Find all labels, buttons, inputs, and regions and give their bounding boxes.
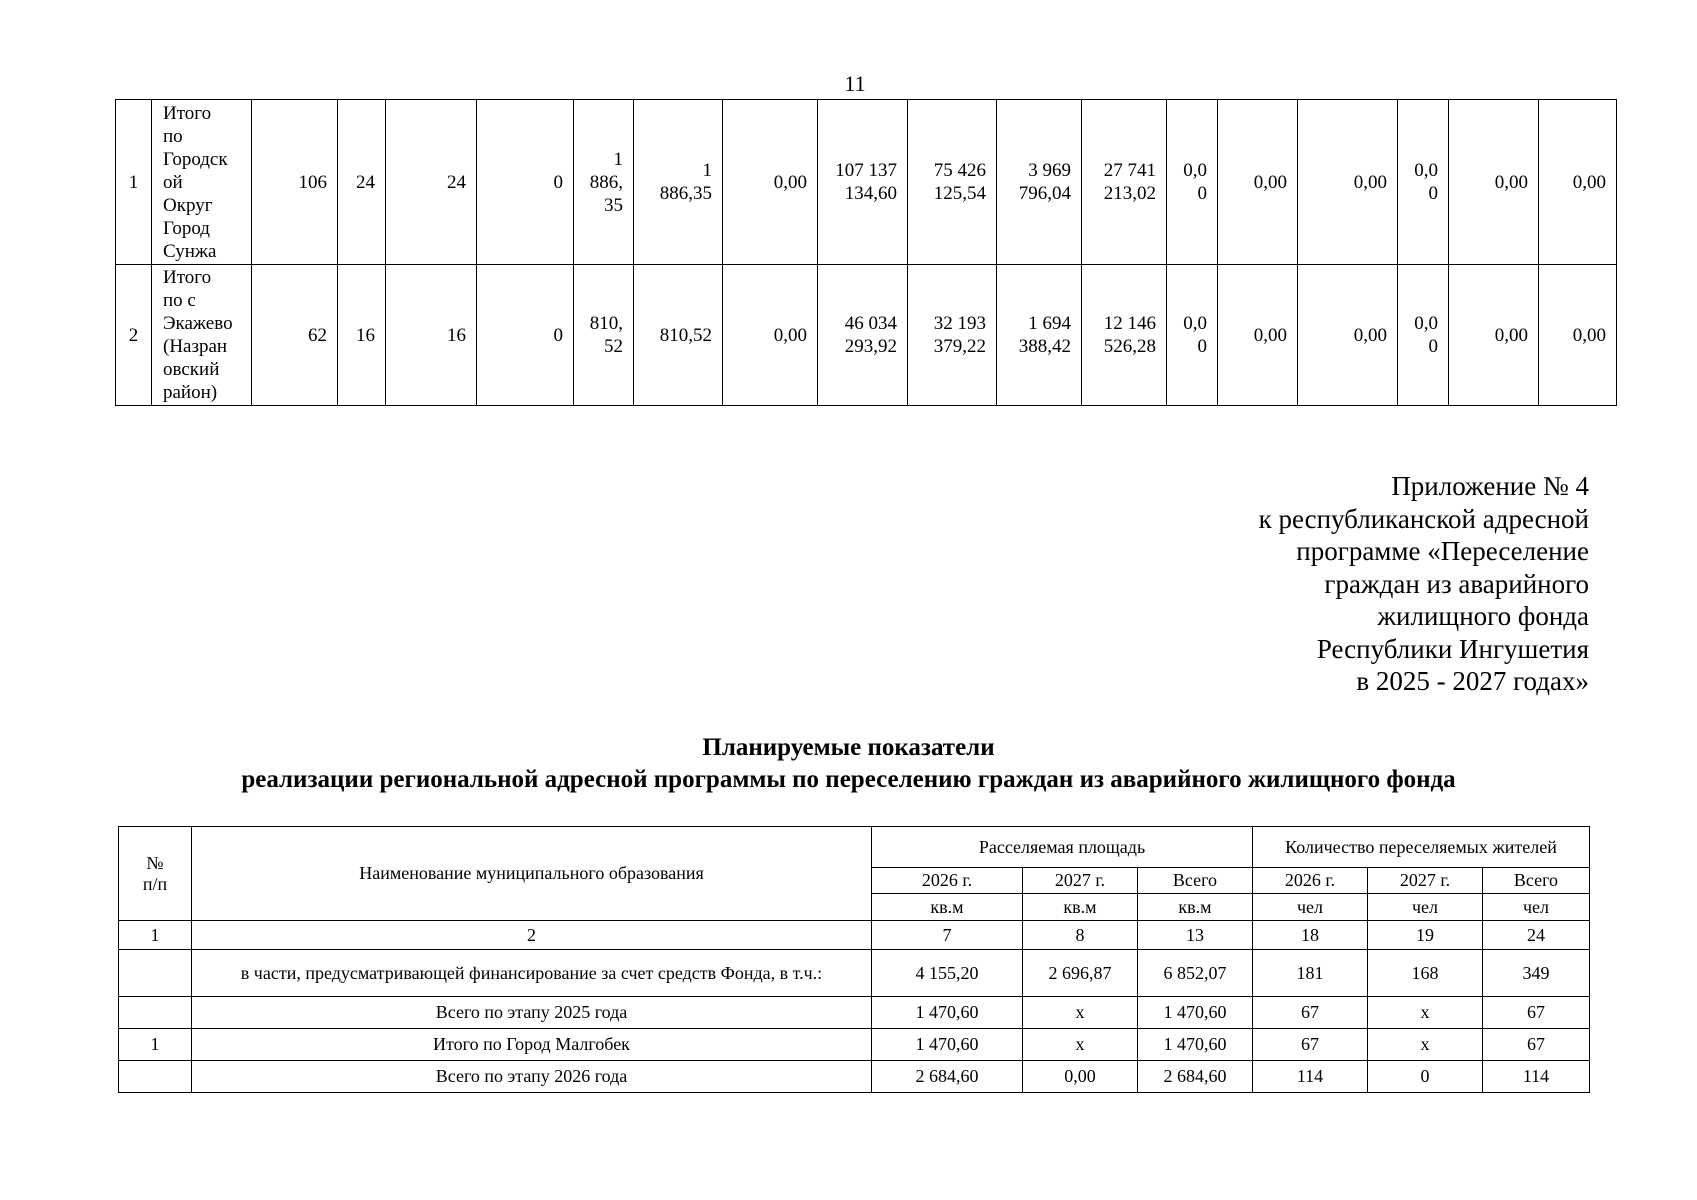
- table-row: [116, 265, 1617, 406]
- row-num: 1: [119, 1029, 192, 1061]
- cell-c6: [634, 100, 723, 265]
- col-number: 1: [119, 921, 192, 950]
- cell-line: 293,92: [844, 336, 897, 357]
- cell-c11: [1082, 265, 1167, 406]
- appendix-line: жилищного фонда: [1377, 601, 1589, 631]
- cell-area-2027: х: [1023, 997, 1138, 1029]
- header-area-group: Расселяемая площадь: [872, 827, 1253, 868]
- cell-c4: 0: [477, 265, 574, 406]
- cell-area-2026: 2 684,60: [872, 1061, 1023, 1093]
- cell-c9: [908, 100, 997, 265]
- row-name-line: (Назран: [163, 336, 228, 357]
- cell-c13: 0,00: [1218, 100, 1298, 265]
- cell-line: 1 694: [1028, 313, 1071, 334]
- header-area-total: Всего: [1138, 868, 1253, 894]
- header-num-symbol: №: [146, 852, 164, 873]
- cell-c12: [1167, 100, 1218, 265]
- cell-line: 1: [613, 148, 623, 170]
- cell-line: 388,42: [1018, 336, 1071, 357]
- cell-c8: [818, 100, 908, 265]
- header-res-2027: 2027 г.: [1368, 868, 1483, 894]
- table-row: [119, 1061, 1590, 1093]
- cell-line: 0: [1197, 336, 1207, 357]
- cell-c11: [1082, 100, 1167, 265]
- cell-c4: 0: [477, 100, 574, 265]
- unit-area: кв.м: [1023, 894, 1138, 921]
- unit-area: кв.м: [872, 894, 1023, 921]
- row-name: Всего по этапу 2025 года: [192, 997, 872, 1029]
- unit-residents: чел: [1253, 894, 1368, 921]
- row-name: Итого по Город Малгобек: [192, 1029, 872, 1061]
- cell-line: 796,04: [1018, 183, 1071, 204]
- cell-area-2026: 4 155,20: [872, 950, 1023, 997]
- heading-line-2: реализации региональной адресной программы по переселению граждан из аварийного жилищного фонда: [241, 766, 1456, 793]
- col-number: 19: [1368, 921, 1483, 950]
- row-name-line: ой: [163, 171, 183, 193]
- cell-c7: 0,00: [723, 100, 818, 265]
- col-number: 7: [872, 921, 1023, 950]
- cell-c9: [908, 265, 997, 406]
- cell-c3: 16: [386, 265, 477, 406]
- table-row: [119, 950, 1590, 997]
- appendix-line: к республиканской адресной: [1258, 503, 1589, 534]
- table-row: [119, 997, 1590, 1029]
- cell-c2: 24: [338, 100, 386, 265]
- top-table: [115, 99, 1617, 406]
- header-area-2027: 2027 г.: [1023, 868, 1138, 894]
- cell-line: 0,0: [1183, 160, 1207, 181]
- cell-line: 107 137: [835, 160, 897, 181]
- cell-area-total: 6 852,07: [1138, 950, 1253, 997]
- cell-c5: [574, 100, 634, 265]
- header-residents-group: Количество переселяемых жителей: [1253, 827, 1590, 868]
- col-number: 13: [1138, 921, 1253, 950]
- row-name-line: по с: [163, 290, 196, 311]
- cell-c6: [634, 265, 723, 406]
- cell-line: 886,: [589, 171, 623, 193]
- cell-line: 27 741: [1103, 160, 1156, 181]
- appendix-line: Республики Ингушетия: [1316, 633, 1589, 664]
- cell-area-2026: 1 470,60: [872, 1029, 1023, 1061]
- cell-c1: 62: [252, 265, 338, 406]
- cell-area-2026: 1 470,60: [872, 997, 1023, 1029]
- cell-line: 125,54: [933, 183, 986, 204]
- cell-c10: [997, 100, 1082, 265]
- row-index: 2: [116, 265, 152, 406]
- cell-res-2027: 0: [1368, 1061, 1483, 1093]
- col-number: 2: [192, 921, 872, 950]
- indicators-table: [118, 826, 1590, 1093]
- appendix-line: программе «Переселение: [1296, 536, 1589, 566]
- row-name-line: Округ: [163, 194, 213, 216]
- cell-c2: 16: [338, 265, 386, 406]
- cell-c15: [1398, 265, 1449, 406]
- cell-c1: 106: [252, 100, 338, 265]
- cell-line: 0,0: [1183, 313, 1207, 334]
- cell-line: 0: [1197, 183, 1207, 204]
- cell-area-2027: х: [1023, 1029, 1138, 1061]
- row-num: [119, 1061, 192, 1093]
- cell-c8: [818, 265, 908, 406]
- row-name-line: Городск: [163, 148, 228, 170]
- row-name: [152, 265, 252, 406]
- cell-line: 526,28: [1103, 336, 1156, 357]
- cell-c17: 0,00: [1539, 100, 1617, 265]
- cell-line: 379,22: [933, 336, 986, 357]
- row-name-line: Итого: [163, 267, 212, 288]
- row-index: 1: [116, 100, 152, 265]
- row-name-line: Экажево: [163, 313, 233, 334]
- cell-res-2027: х: [1368, 1029, 1483, 1061]
- cell-line: 3 969: [1028, 160, 1071, 181]
- cell-area-total: 2 684,60: [1138, 1061, 1253, 1093]
- cell-res-2027: х: [1368, 997, 1483, 1029]
- appendix-line: Приложение № 4: [1391, 471, 1589, 501]
- header-area-2026: 2026 г.: [872, 868, 1023, 894]
- row-name: Всего по этапу 2026 года: [192, 1061, 872, 1093]
- cell-line: 35: [604, 194, 623, 216]
- cell-c14: 0,00: [1298, 265, 1398, 406]
- header-name: Наименование муниципального образования: [192, 827, 872, 921]
- cell-res-total: 67: [1483, 997, 1590, 1029]
- cell-c16: 0,00: [1449, 265, 1539, 406]
- cell-line: 32 193: [933, 313, 986, 334]
- table-row: [116, 100, 1617, 265]
- cell-c13: 0,00: [1218, 265, 1298, 406]
- cell-area-total: 1 470,60: [1138, 1029, 1253, 1061]
- cell-line: 886,35: [659, 183, 712, 204]
- cell-c3: 24: [386, 100, 477, 265]
- cell-line: 0: [1428, 183, 1438, 204]
- cell-line: 12 146: [1103, 313, 1156, 334]
- cell-c7: 0,00: [723, 265, 818, 406]
- unit-residents: чел: [1368, 894, 1483, 921]
- row-name-line: Итого: [163, 102, 212, 124]
- cell-line: 134,60: [844, 183, 897, 204]
- row-name-line: овский: [163, 359, 220, 380]
- row-name-line: район): [163, 382, 218, 403]
- cell-res-2026: 67: [1253, 1029, 1368, 1061]
- cell-res-2026: 67: [1253, 997, 1368, 1029]
- cell-line: 0,0: [1414, 313, 1438, 334]
- heading-line-1: Планируемые показатели: [702, 734, 995, 761]
- cell-area-2027: 0,00: [1023, 1061, 1138, 1093]
- row-name: [152, 100, 252, 265]
- unit-residents: чел: [1483, 894, 1590, 921]
- col-number: 24: [1483, 921, 1590, 950]
- cell-res-2026: 181: [1253, 950, 1368, 997]
- page-number: 11: [844, 71, 866, 96]
- cell-c15: [1398, 100, 1449, 265]
- cell-c17: 0,00: [1539, 265, 1617, 406]
- cell-c10: [997, 265, 1082, 406]
- table-row: [119, 1029, 1590, 1061]
- cell-c16: 0,00: [1449, 100, 1539, 265]
- cell-res-total: 67: [1483, 1029, 1590, 1061]
- cell-line: 1: [702, 160, 712, 181]
- header-num: [119, 827, 192, 921]
- cell-c12: [1167, 265, 1218, 406]
- appendix-line: граждан из аварийного: [1324, 568, 1589, 599]
- header-res-total: Всего: [1483, 868, 1590, 894]
- cell-area-total: 1 470,60: [1138, 997, 1253, 1029]
- cell-line: 0: [1428, 336, 1438, 357]
- cell-line: 52: [604, 336, 623, 357]
- cell-res-total: 349: [1483, 950, 1590, 997]
- cell-line: 75 426: [933, 160, 986, 181]
- cell-c14: 0,00: [1298, 100, 1398, 265]
- appendix-block: [989, 470, 1589, 698]
- appendix-line: в 2025 - 2027 годах»: [1356, 666, 1589, 696]
- cell-area-2027: 2 696,87: [1023, 950, 1138, 997]
- cell-line: 213,02: [1103, 183, 1156, 204]
- row-name-line: по: [163, 125, 183, 147]
- cell-res-total: 114: [1483, 1061, 1590, 1093]
- row-num: [119, 997, 192, 1029]
- cell-res-2027: 168: [1368, 950, 1483, 997]
- row-num: [119, 950, 192, 997]
- col-number: 18: [1253, 921, 1368, 950]
- header-num-abbr: п/п: [142, 873, 168, 894]
- header-res-2026: 2026 г.: [1253, 868, 1368, 894]
- cell-line: 810,52: [659, 324, 712, 346]
- cell-c5: [574, 265, 634, 406]
- row-name: в части, предусматривающей финансирование за счет средств Фонда, в т.ч.:: [192, 950, 872, 997]
- cell-line: 46 034: [844, 313, 897, 334]
- cell-line: 810,: [589, 313, 623, 334]
- row-name-line: Город: [163, 217, 210, 239]
- row-name-line: Сунжа: [163, 240, 217, 262]
- cell-res-2026: 114: [1253, 1061, 1368, 1093]
- col-number: 8: [1023, 921, 1138, 950]
- document-heading: [0, 732, 1697, 796]
- cell-line: 0,0: [1414, 160, 1438, 181]
- unit-area: кв.м: [1138, 894, 1253, 921]
